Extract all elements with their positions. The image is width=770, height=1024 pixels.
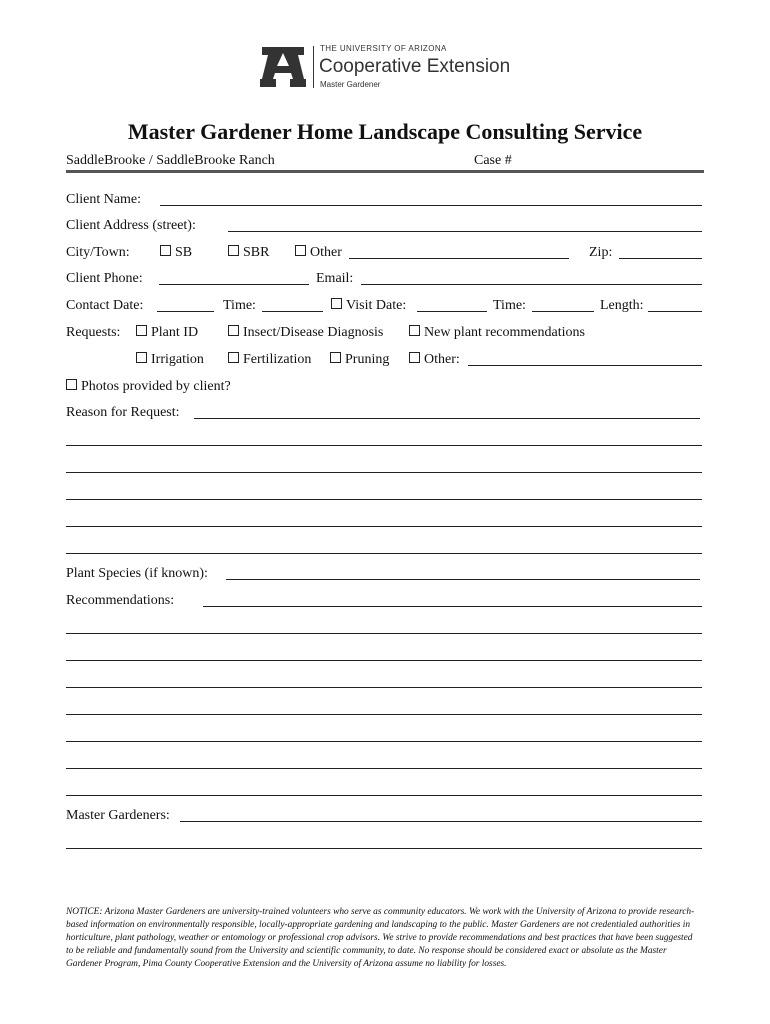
recommendations-line[interactable] bbox=[66, 795, 702, 796]
other-request-checkbox[interactable] bbox=[409, 352, 420, 363]
other-request-option[interactable]: Other: bbox=[409, 352, 460, 368]
new-plant-checkbox[interactable] bbox=[409, 325, 420, 336]
other-city-field[interactable] bbox=[349, 258, 569, 259]
photos-option[interactable]: Photos provided by client? bbox=[66, 379, 231, 395]
recommendations-line[interactable] bbox=[66, 768, 702, 769]
sbr-option[interactable]: SBR bbox=[228, 245, 269, 261]
reason-field[interactable] bbox=[194, 418, 700, 419]
logo-cooperative-extension: Cooperative Extension bbox=[319, 56, 511, 77]
plant-species-field[interactable] bbox=[226, 579, 700, 580]
logo-university-name: THE UNIVERSITY OF ARIZONA bbox=[320, 44, 447, 53]
location-label: SaddleBrooke / SaddleBrooke Ranch bbox=[66, 153, 275, 168]
client-address-field[interactable] bbox=[228, 231, 702, 232]
university-logo-a-icon bbox=[260, 45, 306, 89]
client-name-label: Client Name: bbox=[66, 192, 142, 207]
recommendations-line[interactable] bbox=[66, 633, 702, 634]
sb-option[interactable]: SB bbox=[160, 245, 192, 261]
reason-line[interactable] bbox=[66, 526, 702, 527]
client-address-label: Client Address (street): bbox=[66, 218, 196, 233]
logo-divider bbox=[313, 46, 314, 88]
page-title: Master Gardener Home Landscape Consulting Service bbox=[127, 119, 643, 144]
master-gardeners-label: Master Gardeners: bbox=[66, 808, 170, 823]
fertilization-option[interactable]: Fertilization bbox=[228, 352, 311, 368]
recommendations-line[interactable] bbox=[66, 714, 702, 715]
pruning-option[interactable]: Pruning bbox=[330, 352, 389, 368]
master-gardeners-line[interactable] bbox=[66, 848, 702, 849]
plant-id-option[interactable]: Plant ID bbox=[136, 325, 198, 341]
recommendations-field[interactable] bbox=[203, 606, 702, 607]
sb-checkbox[interactable] bbox=[160, 245, 171, 256]
contact-date-field[interactable] bbox=[157, 311, 214, 312]
visit-date-checkbox[interactable] bbox=[331, 298, 342, 309]
reason-line[interactable] bbox=[66, 499, 702, 500]
length-field[interactable] bbox=[648, 311, 702, 312]
other-city-checkbox[interactable] bbox=[295, 245, 306, 256]
visit-time-label: Time: bbox=[493, 298, 526, 313]
irrigation-checkbox[interactable] bbox=[136, 352, 147, 363]
email-field[interactable] bbox=[361, 284, 702, 285]
reason-line[interactable] bbox=[66, 445, 702, 446]
visit-date-option[interactable]: Visit Date: bbox=[331, 298, 406, 314]
client-phone-field[interactable] bbox=[159, 284, 309, 285]
reason-line[interactable] bbox=[66, 472, 702, 473]
email-label: Email: bbox=[316, 271, 354, 286]
recommendations-label: Recommendations: bbox=[66, 593, 175, 608]
requests-label: Requests: bbox=[66, 325, 121, 340]
zip-label: Zip: bbox=[589, 245, 613, 260]
zip-field[interactable] bbox=[619, 258, 702, 259]
plant-species-label: Plant Species (if known): bbox=[66, 566, 208, 581]
case-number-label: Case # bbox=[474, 153, 512, 168]
master-gardeners-field[interactable] bbox=[180, 821, 702, 822]
insect-disease-option[interactable]: Insect/Disease Diagnosis bbox=[228, 325, 383, 341]
recommendations-line[interactable] bbox=[66, 660, 702, 661]
irrigation-option[interactable]: Irrigation bbox=[136, 352, 204, 368]
header-rule bbox=[66, 170, 704, 173]
sbr-checkbox[interactable] bbox=[228, 245, 239, 256]
client-phone-label: Client Phone: bbox=[66, 271, 143, 286]
city-town-label: City/Town: bbox=[66, 245, 130, 260]
contact-time-label: Time: bbox=[223, 298, 256, 313]
pruning-checkbox[interactable] bbox=[330, 352, 341, 363]
recommendations-line[interactable] bbox=[66, 687, 702, 688]
length-label: Length: bbox=[600, 298, 644, 313]
visit-time-field[interactable] bbox=[532, 311, 594, 312]
recommendations-line[interactable] bbox=[66, 741, 702, 742]
contact-time-field[interactable] bbox=[262, 311, 323, 312]
photos-checkbox[interactable] bbox=[66, 379, 77, 390]
visit-date-field[interactable] bbox=[417, 311, 487, 312]
fertilization-checkbox[interactable] bbox=[228, 352, 239, 363]
insect-disease-checkbox[interactable] bbox=[228, 325, 239, 336]
other-request-field[interactable] bbox=[468, 365, 702, 366]
logo-master-gardener: Master Gardener bbox=[320, 80, 381, 89]
client-name-field[interactable] bbox=[160, 205, 702, 206]
contact-date-label: Contact Date: bbox=[66, 298, 144, 313]
new-plant-option[interactable]: New plant recommendations bbox=[409, 325, 585, 341]
reason-line[interactable] bbox=[66, 553, 702, 554]
notice-text: NOTICE: Arizona Master Gardeners are university-trained volunteers who serve as community educators. We work with the University of Arizona to provide research-based information on environmentally responsible, locally-appropriate gardening and landscaping to the public. Master Gardeners are not credentialed authorities in horticulture, plant pathology, weather or entomology or professional crop advisors. We strive to provide recommendations and best practices that have been suggested to be reliable and fundamentally sound from the University and scientific community, to date. No response should be considered exact or absolute as the Master Gardener Program, Pima County Cooperative Extension and the University of Arizona assume no liability for losses. bbox=[66, 907, 695, 969]
other-city-option[interactable]: Other bbox=[295, 245, 342, 261]
reason-label: Reason for Request: bbox=[66, 405, 180, 420]
plant-id-checkbox[interactable] bbox=[136, 325, 147, 336]
